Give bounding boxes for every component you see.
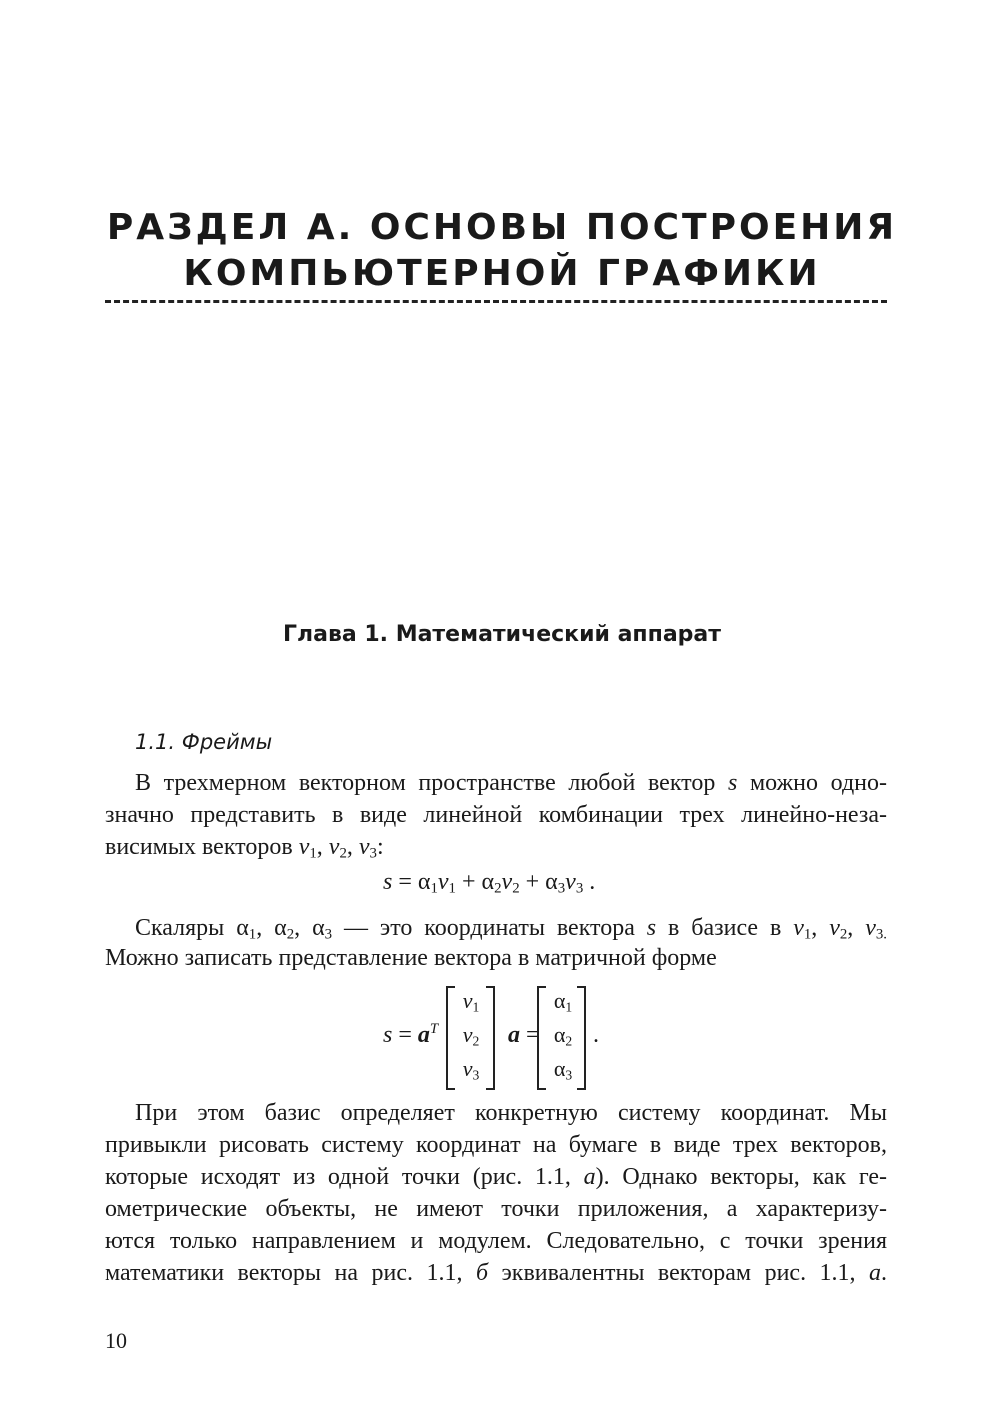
fig-ref-a: а [583, 1164, 596, 1190]
para3-line3 [105, 1164, 887, 1196]
text: ). Однако векторы, как ге- [595, 1164, 888, 1190]
section-title [0, 205, 1004, 297]
equation-linear-combination: $s = \alpha_1v_1 + \alpha_2v_2 + \alpha_3v_3$ . [383, 869, 596, 897]
text: эквивалентны векторам рис. 1.1, [501, 1260, 856, 1286]
text: Скаляры [135, 915, 225, 941]
chapter-title: Глава 1. Математический аппарат [282, 622, 722, 647]
text: в базисе в [668, 915, 782, 941]
text: — это координаты вектора [343, 915, 635, 941]
dashed-divider [105, 300, 887, 303]
para3-line2: привыкли рисовать систему координат на бумаге в виде трех векторов, [105, 1132, 887, 1158]
section-title-line1: РАЗДЕЛ А. ОСНОВЫ ПОСТРОЕНИЯ [106, 207, 898, 248]
section-title-line2: КОМПЬЮТЕРНОЙ ГРАФИКИ [183, 253, 821, 294]
text: можно одно- [749, 770, 887, 796]
text: висимых векторов [105, 834, 293, 860]
para3-line1: При этом базис определяет конкретную систему координат. Мы [135, 1100, 887, 1126]
text: которые исходят из одной точки (рис. 1.1, [105, 1164, 571, 1190]
para3-line5: ются только направлением и модулем. Следовательно, с точки зрения [105, 1228, 887, 1254]
fig-ref-b: б [475, 1260, 489, 1286]
text: В трехмерном векторном пространстве любой вектор [135, 770, 716, 796]
text: математики векторы на рис. 1.1, [105, 1260, 463, 1286]
para3-line4: ометрические объекты, не имеют точки приложения, а характеризу- [105, 1196, 887, 1222]
para1-line1 [105, 770, 887, 802]
para3-line6: математики векторы на рис. 1.1, б эквивалентны векторам рис. 1.1, а. [105, 1260, 888, 1286]
para1-line2: значно представить в виде линейной комбинации трех линейно-неза- [105, 802, 887, 828]
para1-line3: висимых векторов $v_1$, $v_2$, $v_3$: [105, 834, 384, 862]
para2-line2: Можно записать представление вектора в матричной форме [105, 945, 717, 971]
page-number: 10 [105, 1328, 127, 1353]
subsection-title: 1.1. Фреймы [135, 730, 273, 754]
para2-line1: Скаляры $\alpha_1$, $\alpha_2$, $\alpha_3$ — это координаты вектора s в базисе в $v_1$, $v_2$, $v_{3.}$ [135, 915, 887, 943]
var-s: s [728, 770, 738, 796]
